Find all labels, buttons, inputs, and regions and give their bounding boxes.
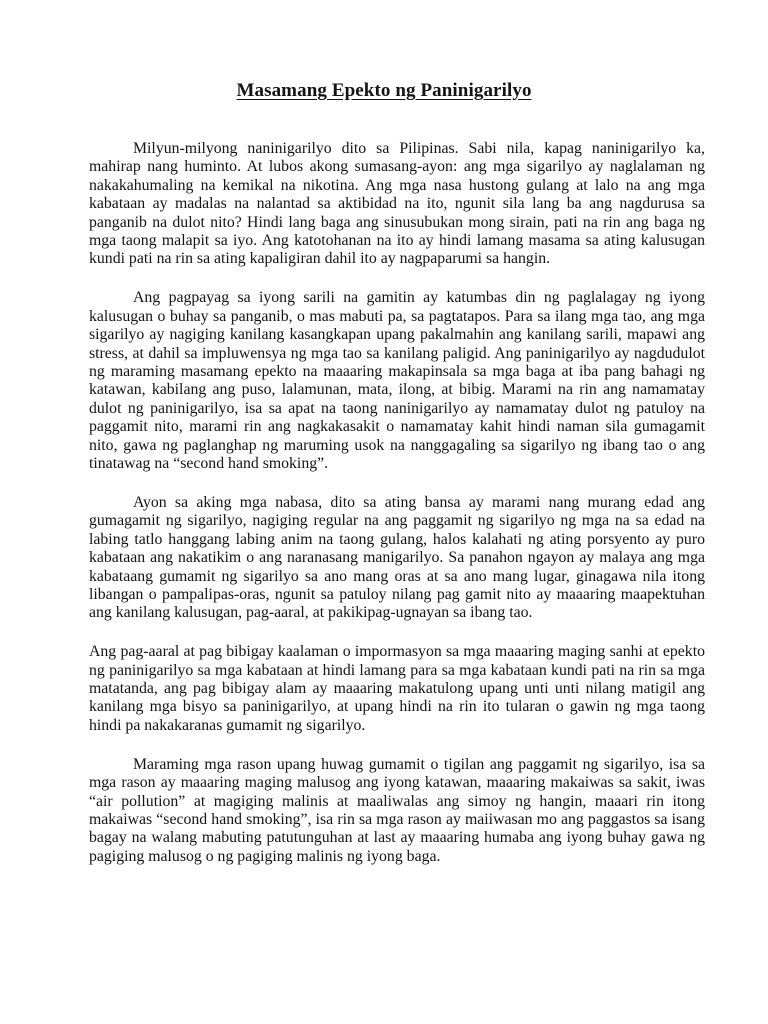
paragraph-5: Maraming mga rason upang huwag gumamit o tigilan ang paggamit ng sigarilyo, isa sa mga rason ay maaaring maging malusog ang iyong katawan, maaaring makaiwas sa sakit, iwas “air pollution” at magiging malinis at maaliwalas ang simoy ng hangin, maaari rin itong makaiwas “second hand smoking”, isa rin sa mga rason ay maiiwasan mo ang paggastos sa isang bagay na walang mabuting patutunguhan at last ay maaaring humaba ang iyong buhay gawa ng pagiging malusog o ng pagiging malinis ng iyong baga. (89, 755, 705, 865)
document-title: Masamang Epekto ng Paninigarilyo (236, 80, 532, 101)
paragraph-1: Milyun-milyong naninigarilyo dito sa Pilipinas. Sabi nila, kapag naninigarilyo ka, mahirap nang huminto. At lubos akong sumasang-ayon: ang mga sigarilyo ay naglalaman ng nakakahumaling na kemikal na nikotina. Ang mga nasa hustong gulang at lalo na ang mga kabataan ay madalas na nalantad sa aktibidad na ito, ngunit sila lang ba ang nagdurusa sa panganib na dulot nito? Hindi lang baga ang sinusubukan mong sirain, pati na rin ang baga ng mga taong malapit sa iyo. Ang katotohanan na ito ay hindi lamang masama sa ating kalusugan kundi pati na rin sa ating kapaligiran dahil ito ay nagpaparumi sa hangin. (89, 140, 705, 268)
paragraph-2: Ang pagpayag sa iyong sarili na gamitin ay katumbas din ng paglalagay ng iyong kalusugan o buhay sa panganib, o mas mabuti pa, sa pagtatapos. Para sa ilang mga tao, ang mga sigarilyo ay nagiging kanilang kasangkapan upang pakalmahin ang kanilang sarili, mapawi ang stress, at dahil sa impluwensya ng mga tao sa kanilang paligid. Ang paninigarilyo ay nagdudulot ng maraming masamang epekto na maaaring makapinsala sa mga baga at iba pang bahagi ng katawan, kabilang ang puso, lalamunan, mata, ilong, at bibig. Marami na rin ang namamatay dulot ng paninigarilyo, isa sa apat na taong naninigarilyo ay namamatay dulot ng patuloy na paggamit nito, marami rin ang nagkakasakit o namamatay kahit hindi naman sila gumagamit nito, gawa ng paglanghap ng maruming usok na nanggagaling sa sigarilyo ng ibang tao o ang tinatawag na “second hand smoking”. (89, 289, 705, 472)
document-body (89, 140, 705, 866)
paragraph-4: Ang pag-aaral at pag bibigay kaalaman o impormasyon sa mga maaaring maging sanhi at epekto ng paninigarilyo sa mga kabataan at hindi lamang para sa mga kabataan kundi pati na rin sa mga matatanda, ang pag bibigay alam ay maaaring makatulong upang unti unti nilang matigil ang kanilang mga bisyo sa paninigarilyo, at upang hindi na rin ito tularan o gawin ng mga taong hindi pa nakakaranas gumamit ng sigarilyo. (89, 643, 705, 734)
paragraph-3: Ayon sa aking mga nabasa, dito sa ating bansa ay marami nang murang edad ang gumagamit ng sigarilyo, nagiging regular na ang paggamit ng sigarilyo ng mga na sa edad na labing tatlo hanggang labing anim na taong gulang, halos kalahati ng ating porsyento ay puro kabataan ang nakatikim o ang naranasang manigarilyo. Sa panahon ngayon ay malaya ang mga kabataang gumamit ng sigarilyo sa ano mang oras at sa ano mang lugar, ginagawa nila itong libangan o pampalipas-oras, ngunit sa patuloy nilang pag gamit nito ay maaaring maapektuhan ang kanilang kalusugan, pag-aaral, at pakikipag-ugnayan sa ibang tao. (89, 493, 705, 622)
